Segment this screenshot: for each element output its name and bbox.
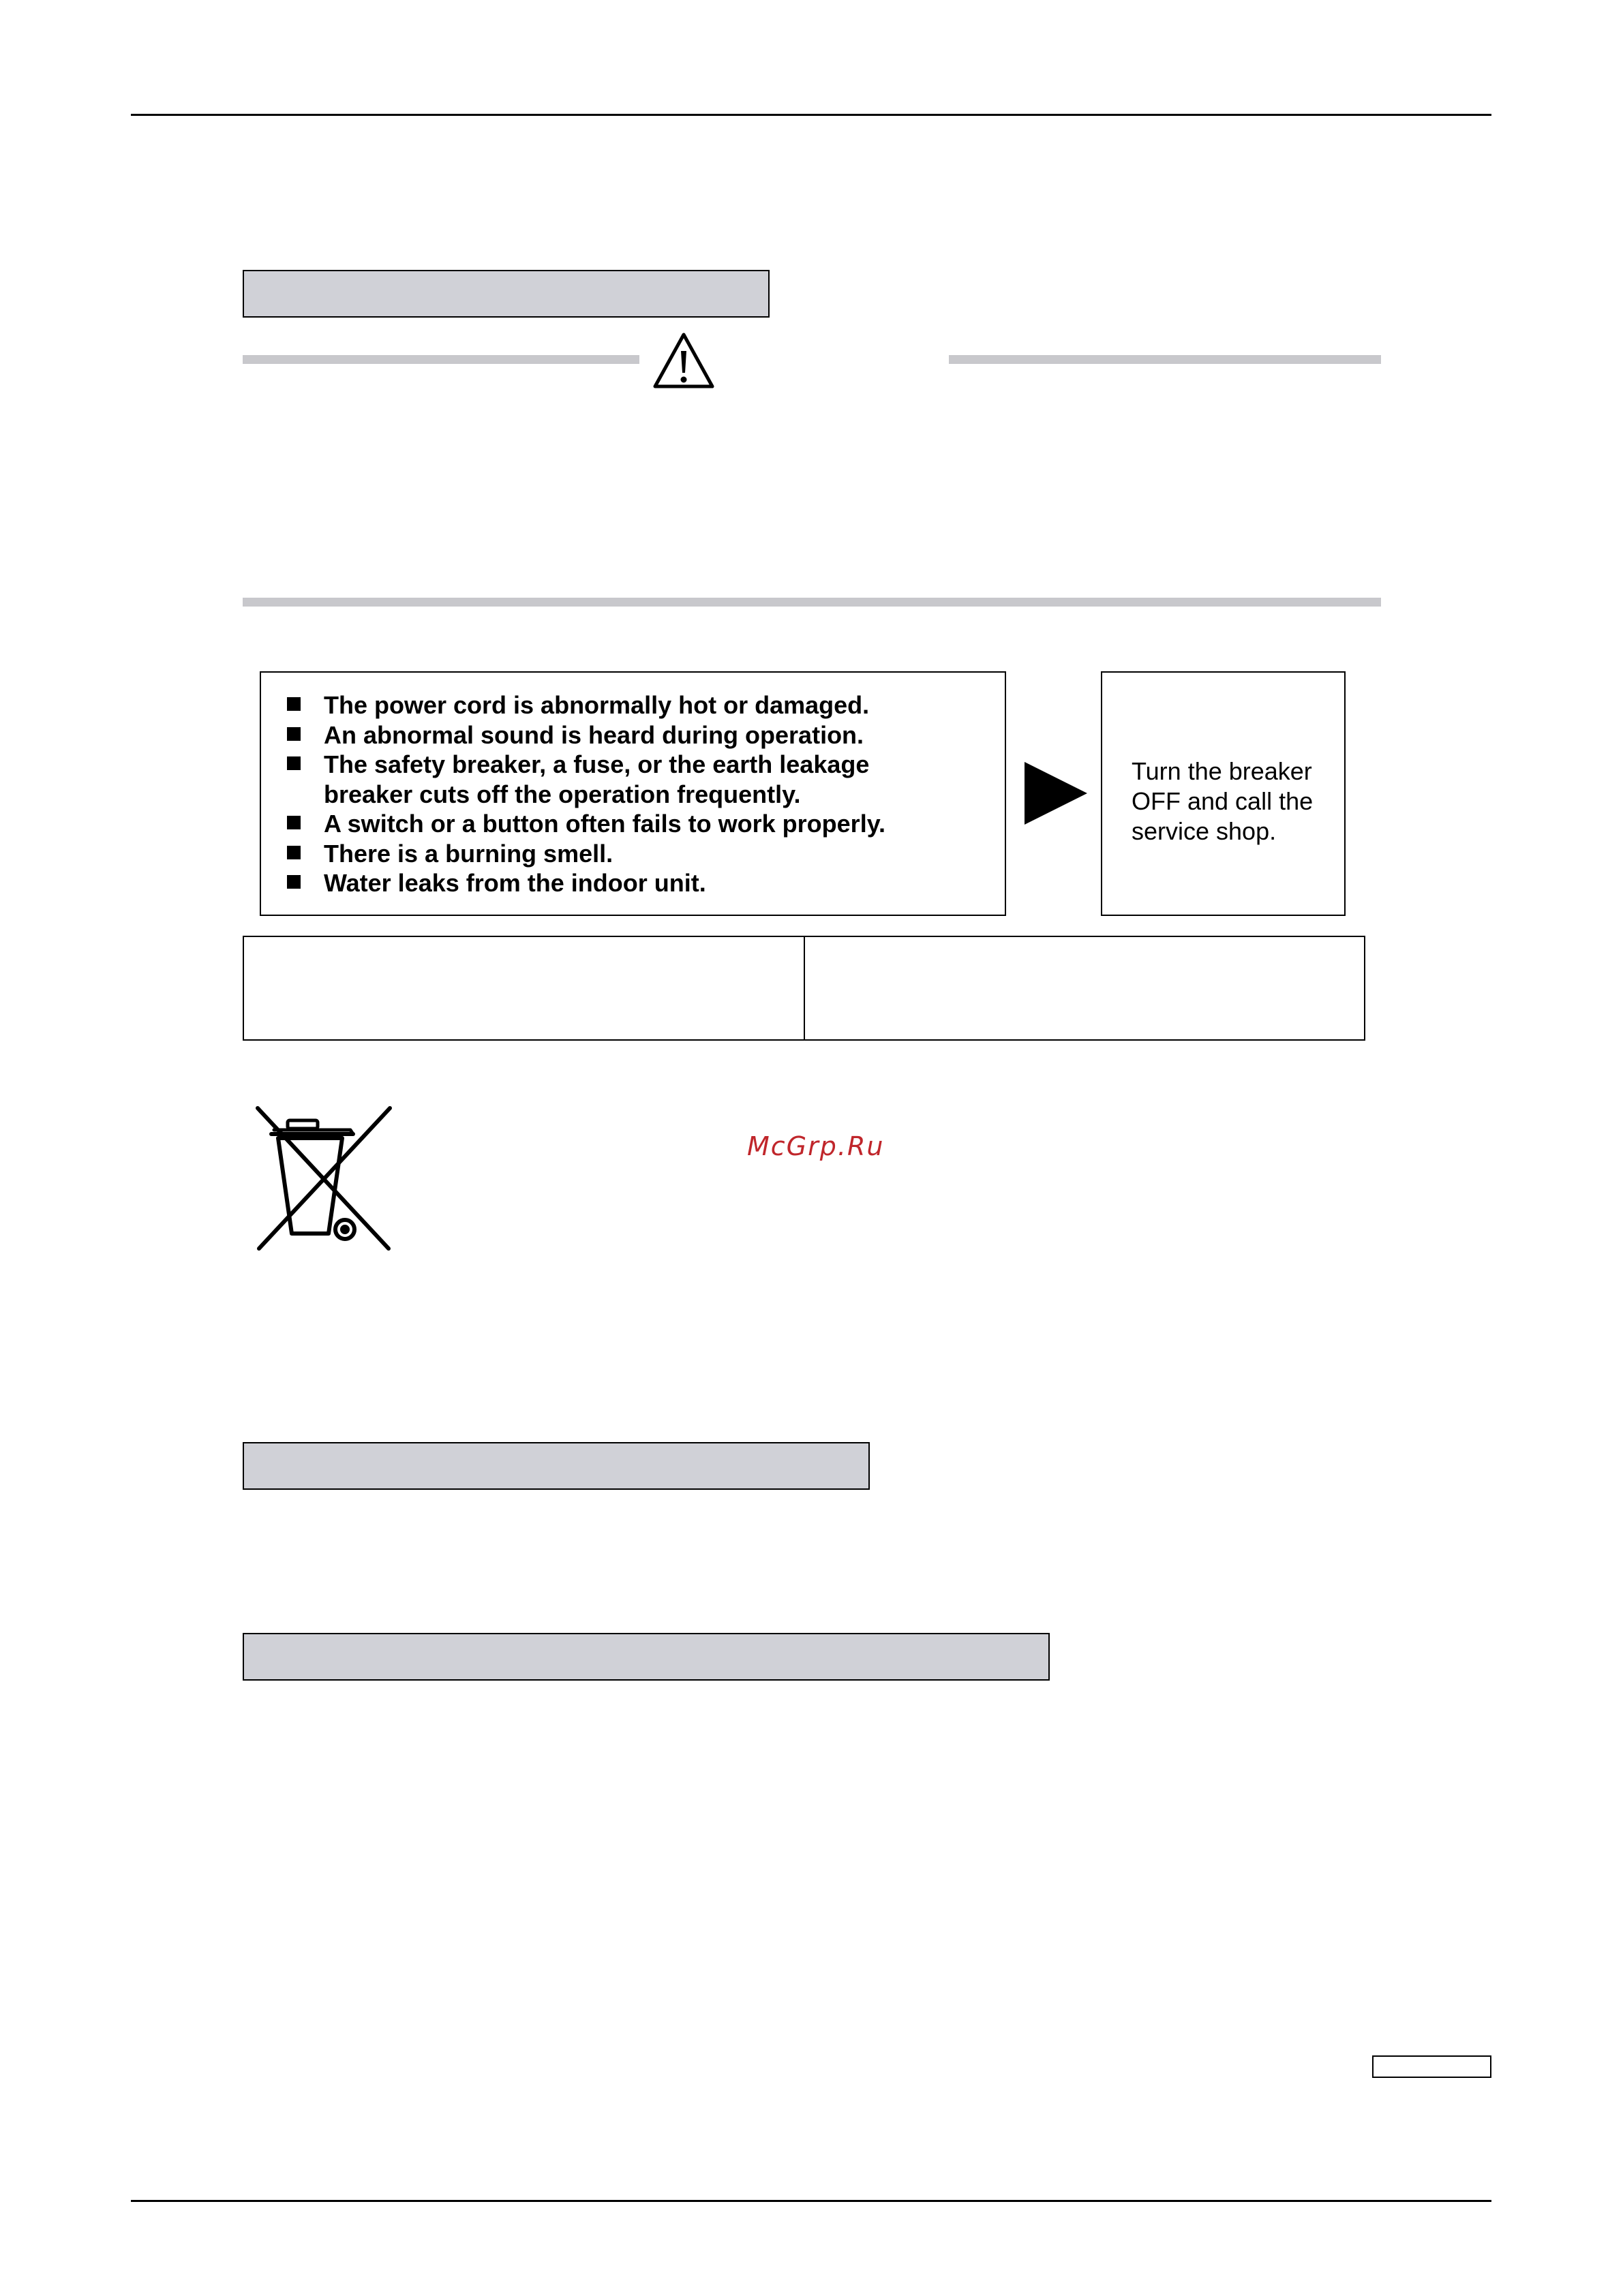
info-table: [243, 936, 1365, 1041]
condition-item: Water leaks from the indoor unit.: [261, 868, 1004, 898]
section-heading-1: [243, 270, 770, 318]
top-rule: [131, 114, 1491, 116]
condition-item: A switch or a button often fails to work properly.: [261, 809, 1004, 839]
bottom-rule: [131, 2200, 1491, 2202]
section-heading-3: [243, 1633, 1050, 1681]
condition-item: An abnormal sound is heard during operation.: [261, 720, 1004, 750]
arrow-right-icon: [1022, 760, 1089, 827]
watermark-text: McGrp.Ru: [747, 1131, 885, 1161]
caution-rule-left: [243, 355, 639, 364]
caution-rule-right: [949, 355, 1381, 364]
info-table-divider: [804, 937, 805, 1039]
caution-rule-bottom: [243, 598, 1381, 607]
conditions-box: [260, 671, 1006, 916]
conditions-list: [261, 690, 1004, 898]
condition-item: The power cord is abnormally hot or damaged.: [261, 690, 1004, 720]
condition-item: There is a burning smell.: [261, 839, 1004, 869]
condition-item: The safety breaker, a fuse, or the earth leakage breaker cuts off the operation frequently.: [261, 750, 924, 809]
page-number-box: [1372, 2055, 1491, 2078]
crossed-bin-icon: [252, 1104, 395, 1254]
section-heading-2: [243, 1442, 870, 1490]
action-text: Turn the breaker OFF and call the service shop.: [1132, 757, 1314, 845]
warning-triangle-icon: [651, 331, 716, 391]
action-box: [1101, 671, 1346, 916]
